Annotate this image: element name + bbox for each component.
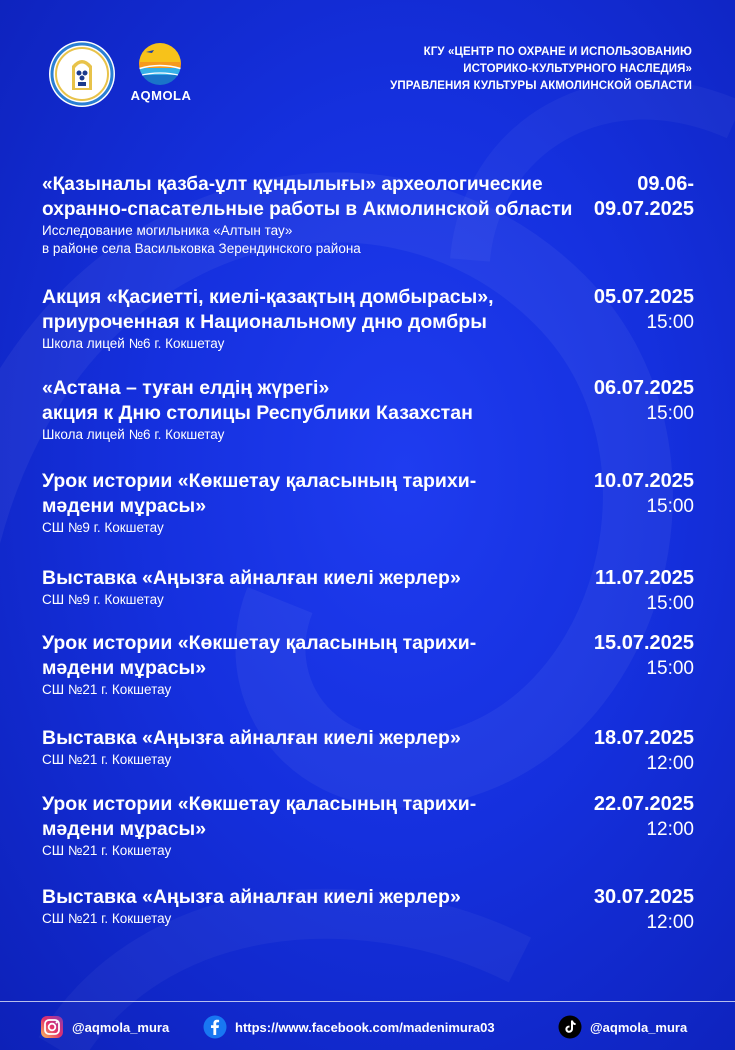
event-place: СШ №9 г. Кокшетау <box>42 592 164 607</box>
footer <box>0 1012 735 1042</box>
event-time: 15:00 <box>646 593 694 614</box>
event-place: СШ №21 г. Кокшетау <box>42 843 172 858</box>
organization-name <box>390 44 692 95</box>
facebook-icon <box>203 1015 227 1039</box>
event-time: 15:00 <box>646 403 694 424</box>
event-date: 22.07.2025 <box>593 793 694 815</box>
instagram-link[interactable] <box>40 1014 169 1040</box>
event-time: 15:00 <box>646 312 694 333</box>
event-date: 05.07.2025 <box>593 286 694 308</box>
event-title: «Қазыналы қазба-ұлт құндылығы» археологические охранно-спасательные работы в Акмолинской области <box>42 173 573 220</box>
event-time: 15:00 <box>646 496 694 517</box>
tiktok-handle: @aqmola_mura <box>590 1019 688 1035</box>
aqmola-sun-icon <box>138 42 182 86</box>
event-title: Акция «Қасиетті, киелі-қазақтың домбырасы», приуроченная к Национальному дню домбры <box>42 286 494 333</box>
event-date: 10.07.2025 <box>593 470 694 492</box>
facebook-link[interactable] <box>203 1014 495 1040</box>
header <box>0 0 735 130</box>
event-place: СШ №9 г. Кокшетау <box>42 520 164 535</box>
aqmola-logo-text: AQMOLA <box>130 88 192 103</box>
event-title: Выставка «Аңызға айналған киелі жерлер» <box>42 886 461 908</box>
org-line: УПРАВЛЕНИЯ КУЛЬТУРЫ АКМОЛИНСКОЙ ОБЛАСТИ <box>390 80 692 92</box>
event-title: Урок истории «Көкшетау қаласының тарихи- мәдени мұрасы» <box>42 470 477 517</box>
event-date: 09.06- 09.07.2025 <box>593 173 694 220</box>
event-title: «Астана – туған елдің жүрегі» акция к Дню столицы Республики Казахстан <box>42 377 473 424</box>
event-time: 12:00 <box>646 819 694 840</box>
event-time: 12:00 <box>646 753 694 774</box>
emblem-logo <box>48 40 116 108</box>
tiktok-icon <box>558 1015 582 1039</box>
event-time: 15:00 <box>646 658 694 679</box>
event-place: Школа лицей №6 г. Кокшетау <box>42 427 225 442</box>
event-title: Выставка «Аңызға айналған киелі жерлер» <box>42 567 461 589</box>
event-place: СШ №21 г. Кокшетау <box>42 752 172 767</box>
event-place: Школа лицей №6 г. Кокшетау <box>42 336 225 351</box>
event-title: Выставка «Аңызға айналған киелі жерлер» <box>42 727 461 749</box>
event-time: 12:00 <box>646 912 694 933</box>
event-date: 30.07.2025 <box>593 886 694 908</box>
instagram-handle: @aqmola_mura <box>72 1019 170 1035</box>
org-line: ИСТОРИКО-КУЛЬТУРНОГО НАСЛЕДИЯ» <box>463 63 692 75</box>
event-date: 15.07.2025 <box>593 632 694 654</box>
event-date: 11.07.2025 <box>595 567 694 589</box>
instagram-icon <box>40 1015 64 1039</box>
event-place: СШ №21 г. Кокшетау <box>42 682 172 697</box>
event-place: СШ №21 г. Кокшетау <box>42 911 172 926</box>
facebook-url: https://www.facebook.com/madenimura03 <box>235 1019 495 1035</box>
event-title: Урок истории «Көкшетау қаласының тарихи- мәдени мұрасы» <box>42 632 477 679</box>
event-place: Исследование могильника «Алтын тау» в районе села Васильковка Зерендинского района <box>42 223 361 256</box>
org-line: КГУ «ЦЕНТР ПО ОХРАНЕ И ИСПОЛЬЗОВАНИЮ <box>423 46 692 58</box>
event-date: 18.07.2025 <box>593 727 694 749</box>
tiktok-link[interactable] <box>558 1014 687 1040</box>
footer-divider <box>0 1001 735 1002</box>
aqmola-logo <box>126 38 196 108</box>
event-title: Урок истории «Көкшетау қаласының тарихи- мәдени мұрасы» <box>42 793 477 840</box>
event-date: 06.07.2025 <box>593 377 694 399</box>
